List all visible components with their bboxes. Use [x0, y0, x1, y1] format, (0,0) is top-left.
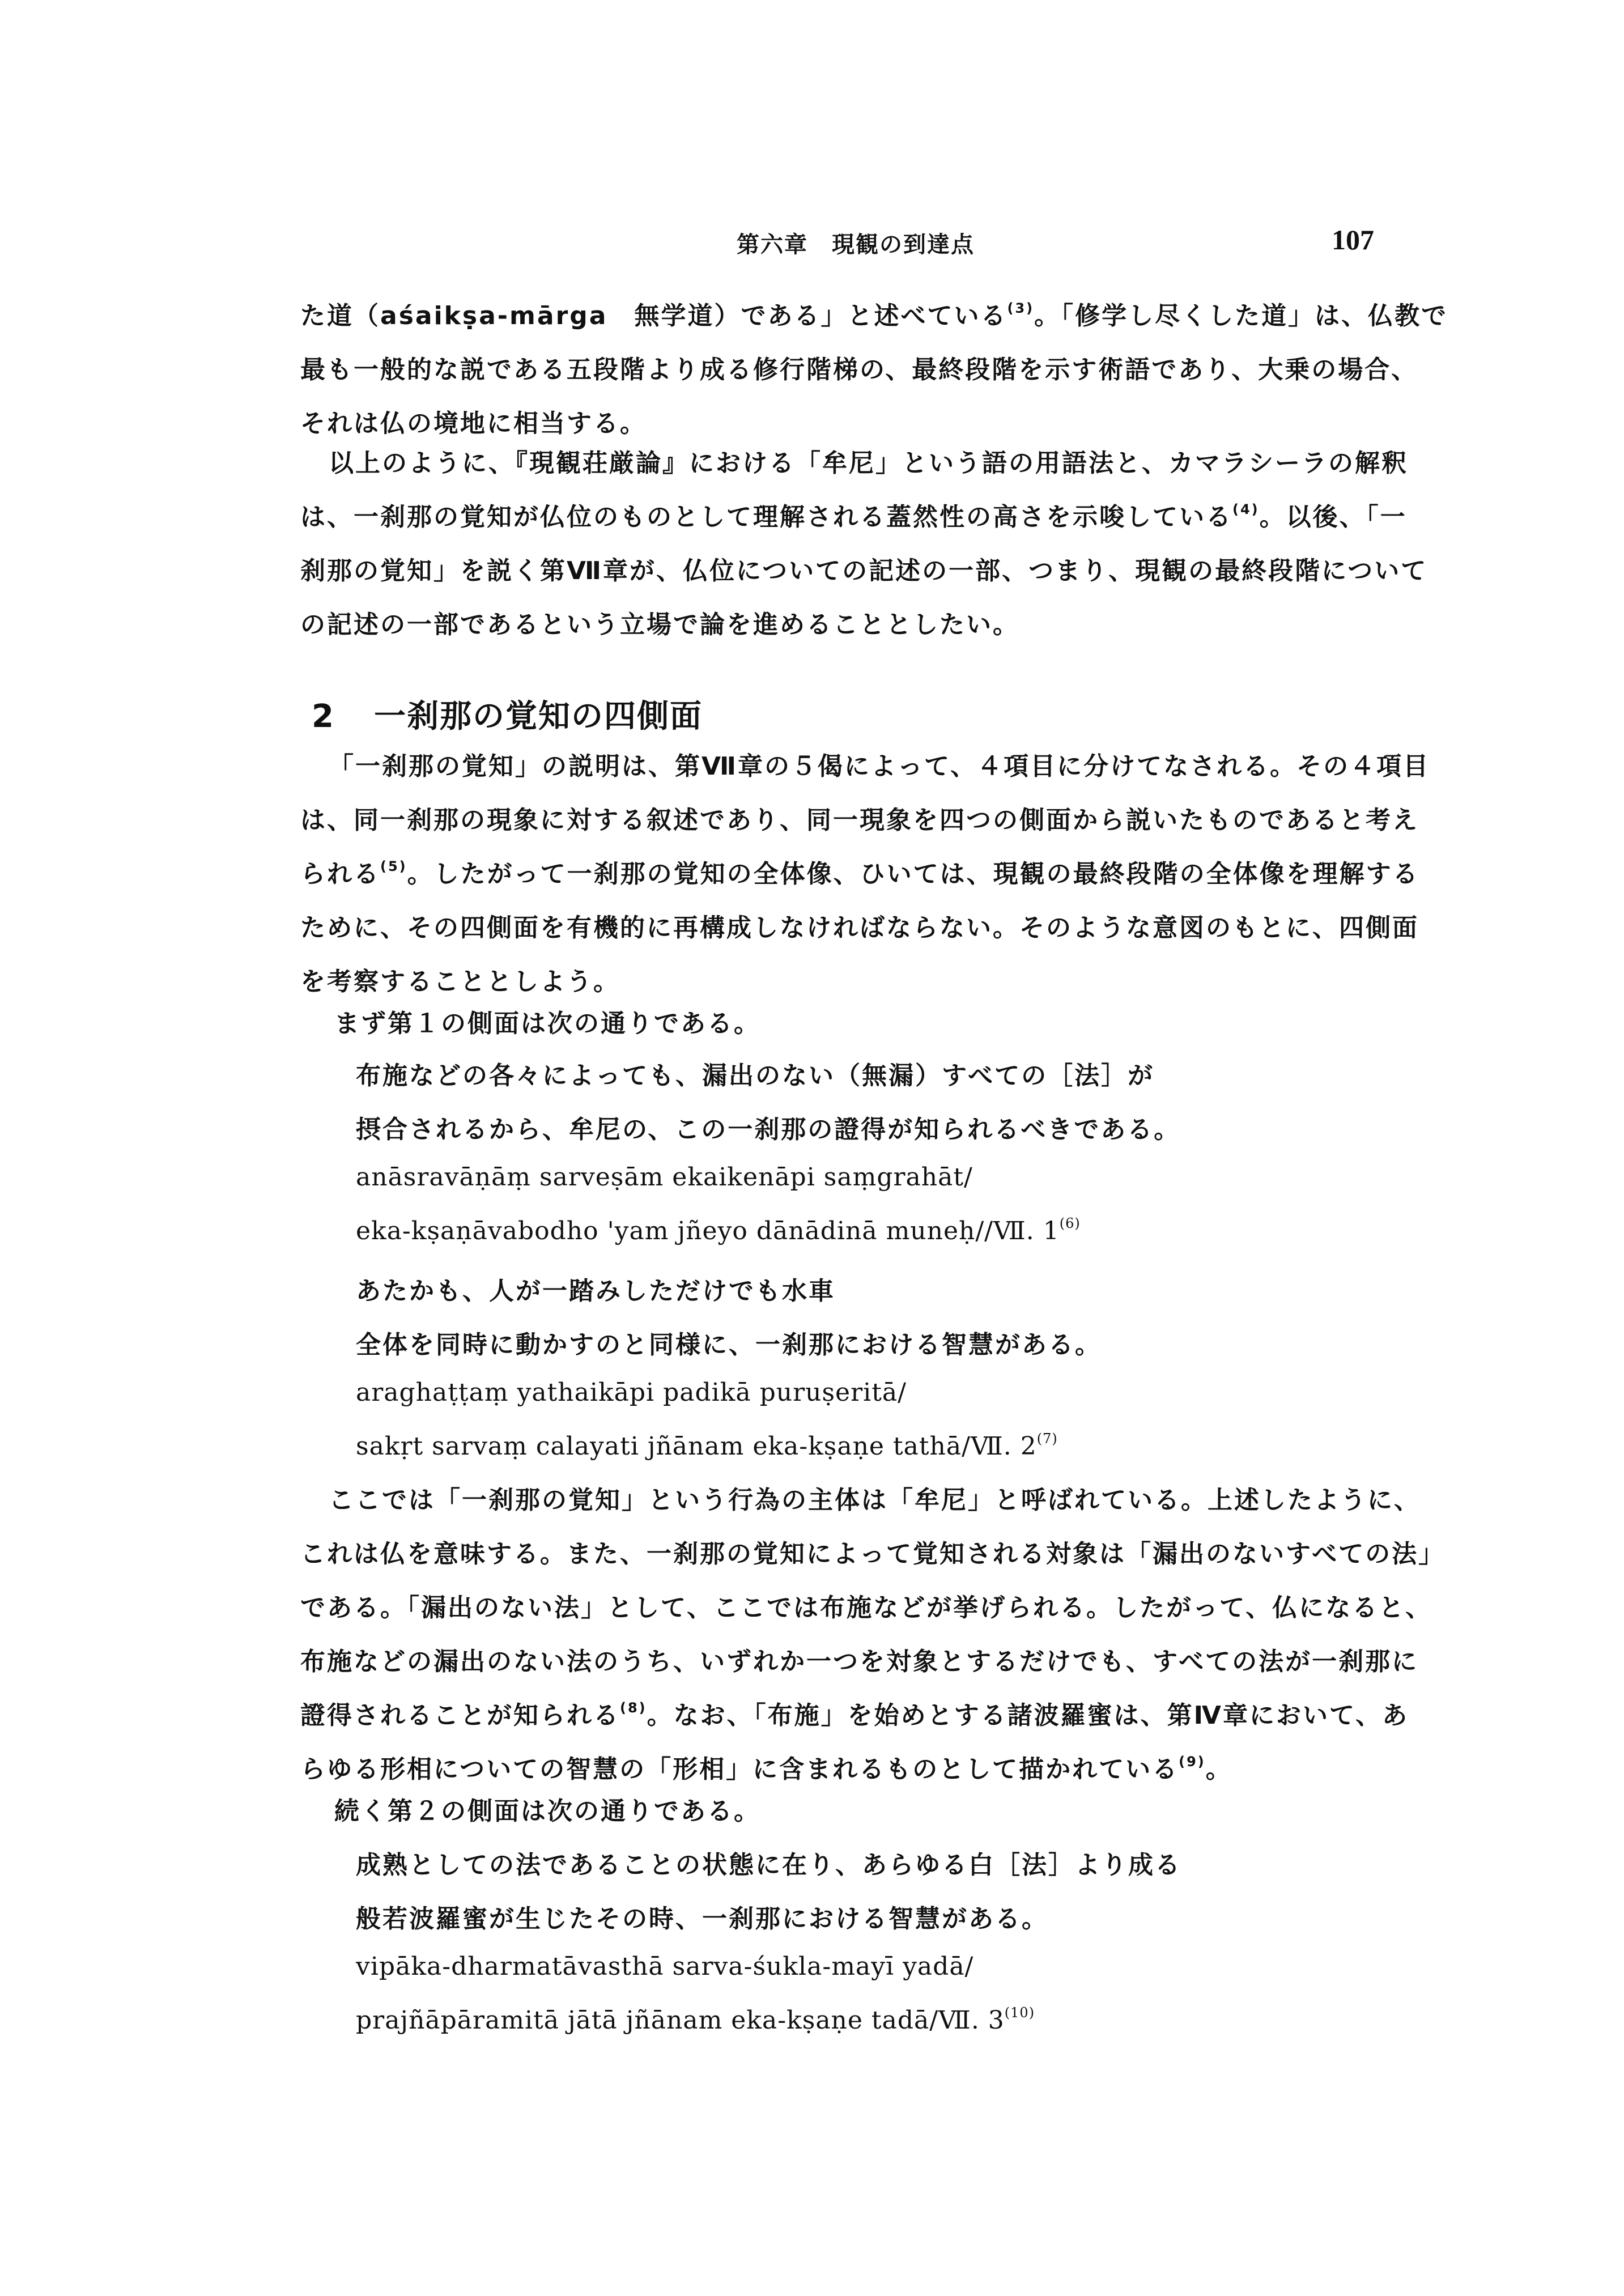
verse-line: 般若波羅蜜が生じたその時、一刹那における智慧がある。 — [356, 1904, 1048, 1933]
section-title: 一刹那の覚知の四側面 — [374, 698, 703, 735]
text-line: を考察することとしよう。 — [300, 967, 620, 996]
text-line: これは仏を意味する。また、一刹那の覚知によって覚知される対象は「漏出のないすべての法」 — [300, 1540, 1446, 1568]
paragraph-1 — [300, 289, 1448, 450]
text-line: の記述の一部であるという立場で論を進めることとしたい。 — [300, 610, 1019, 639]
paragraph-4 — [300, 1473, 1446, 1796]
text-line: 布施などの漏出のない法のうち、いずれか一つを対象とするだけでも、すべての法が一刹那に — [300, 1647, 1419, 1676]
text-line: られる$^{(5)}$。したがって一刹那の覚知の全体像、ひいては、現観の最終段階の全体像を理解する — [300, 858, 1419, 888]
text-line: 最も一般的な説である五段階より成る修行階梯の、最終段階を示す術語であり、大乗の場合、 — [300, 355, 1418, 384]
chapter-title: 第六章 現観の到達点 — [737, 232, 975, 258]
text-line: らゆる形相についての智慧の「形相」に含まれるものとして描かれている$^{(9)}$。 — [300, 1754, 1232, 1784]
footnote-ref: (4) — [1232, 501, 1260, 517]
text-line: である。「漏出のない法」として、ここでは布施などが挙げられる。したがって、仏になると、 — [300, 1593, 1432, 1622]
paragraph-3 — [300, 739, 1430, 1009]
footnote-ref: (10) — [1004, 2005, 1035, 2021]
text-line: 證得されることが知られる$^{(8)}$。なお、「布施」を始めとする諸波羅蜜は、第Ⅳ章において、あ — [300, 1700, 1409, 1730]
verse-line-sanskrit: vipāka-dharmatāvasthā sarva-śukla-mayī yadā/ — [356, 1952, 974, 1981]
verse-line: あたかも、人が一踏みしただけでも水車 — [356, 1277, 835, 1306]
verse-line-sanskrit: eka-kṣaṇāvabodho 'yam jñeyo dānādinā muneḥ//Ⅶ. 1$^{(6)}$ — [356, 1215, 1081, 1245]
footnote-ref: (6) — [1059, 1215, 1081, 1231]
footnote-ref: (9) — [1179, 1754, 1206, 1770]
verse-line: 布施などの各々によっても、漏出のない（無漏）すべての［法］が — [356, 1061, 1155, 1090]
verse-line-sanskrit: anāsravāṇāṃ sarveṣām ekaikenāpi saṃgrahāt/ — [356, 1163, 973, 1192]
text-line: は、同一刹那の現象に対する叙述であり、同一現象を四つの側面から説いたものであると考え — [300, 806, 1419, 835]
running-head — [0, 224, 1624, 266]
verse-line: 成熟としての法であることの状態に在り、あらゆる白［法］より成る — [356, 1851, 1181, 1880]
text-line: 「一刹那の覚知」の説明は、第Ⅶ章の５偈によって、４項目に分けてなされる。その４項目 — [329, 752, 1430, 781]
section-heading — [312, 691, 703, 737]
lead-line-2: 続く第２の側面は次の通りである。 — [334, 1797, 760, 1826]
text-line: た道（aśaikṣa-mārga 無学道）である」と述べている$^{(3)}$。「修学し尽くした道」は、仏教で — [300, 300, 1448, 330]
footnote-ref: (5) — [380, 858, 407, 874]
verse-line-sanskrit: prajñāpāramitā jātā jñānam eka-kṣaṇe tadā/Ⅶ. 3$^{(10)}$ — [356, 2005, 1035, 2035]
verse-line-sanskrit: sakṛt sarvaṃ calayati jñānam eka-kṣaṇe tathā/Ⅶ. 2$^{(7)}$ — [356, 1431, 1058, 1461]
section-number: 2 — [312, 698, 335, 735]
footnote-ref: (8) — [620, 1700, 647, 1716]
verse-line: 摂合されるから、牟尼の、この一刹那の證得が知られるべきである。 — [356, 1115, 1181, 1144]
text-line: は、一刹那の覚知が仏位のものとして理解される蓋然性の高さを示唆している$^{(4)}$。以後、「一 — [300, 501, 1407, 532]
text-line: ために、その四側面を有機的に再構成しなければならない。そのような意図のもとに、四側面 — [300, 913, 1419, 942]
text-line: それは仏の境地に相当する。 — [300, 409, 647, 438]
text-line: ここでは「一刹那の覚知」という行為の主体は「牟尼」と呼ばれている。上述したように、 — [329, 1486, 1421, 1515]
verse-line-sanskrit: araghaṭṭaṃ yathaikāpi padikā puruṣeritā/ — [356, 1378, 907, 1407]
page-number: 107 — [1332, 224, 1374, 256]
footnote-ref: (7) — [1036, 1431, 1058, 1447]
footnote-ref: (3) — [1007, 300, 1035, 316]
paragraph-2 — [300, 436, 1428, 652]
lead-line-1: まず第１の側面は次の通りである。 — [334, 1009, 760, 1038]
text-line: 以上のように、『現観荘厳論』における「牟尼」という語の用語法と、カマラシーラの解釈 — [329, 449, 1408, 478]
text-line: 刹那の覚知」を説く第Ⅶ章が、仏位についての記述の一部、つまり、現観の最終段階について — [300, 556, 1428, 585]
verse-line: 全体を同時に動かすのと同様に、一刹那における智慧がある。 — [356, 1330, 1102, 1359]
